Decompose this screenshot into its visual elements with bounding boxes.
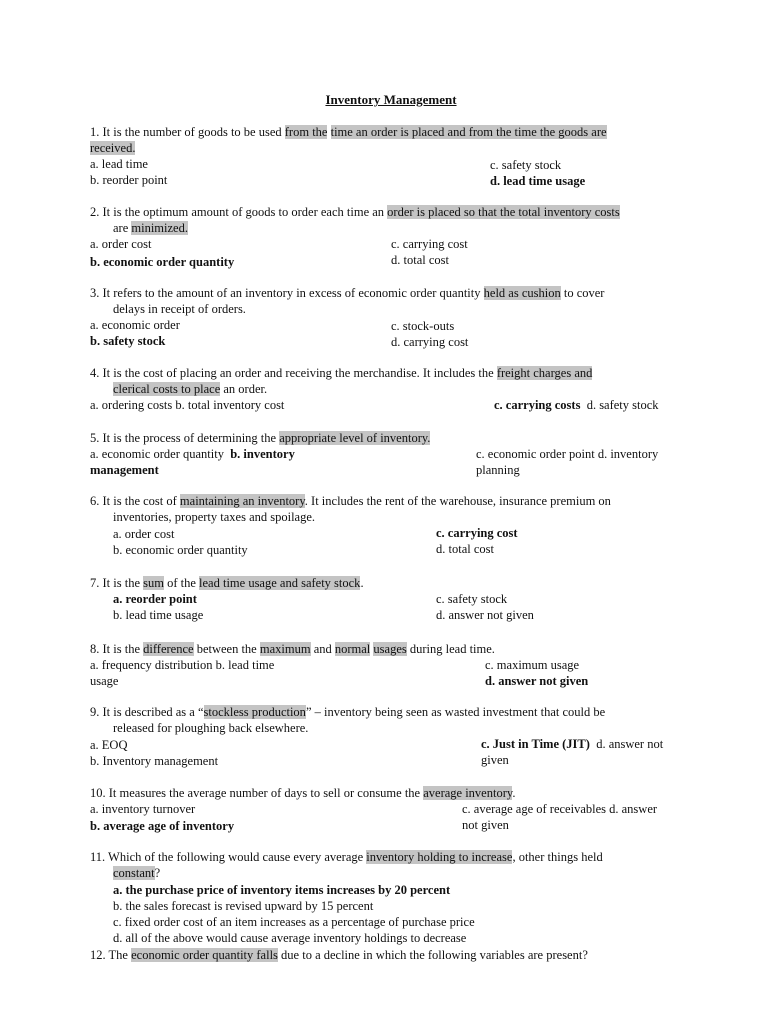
question-stem: 8. It is the difference between the maximum and normal usages during lead time.: [90, 642, 495, 656]
option-d: d. total cost: [436, 542, 494, 556]
option-c: c. carrying cost: [391, 237, 468, 251]
question-stem: 12. The economic order quantity falls due to a decline in which the following variables are present?: [90, 948, 588, 962]
question-8: [90, 641, 670, 689]
option-a: a. economic order: [90, 318, 180, 332]
question-stem: 3. It refers to the amount of an inventory in excess of economic order quantity held as cushion to cover delays in receipt of orders.: [90, 286, 605, 316]
option-c-answer: c. carrying cost: [436, 526, 518, 540]
option-b-answer-cont: management: [90, 463, 159, 477]
option-c: c. fixed order cost of an item increases as a percentage of purchase price: [113, 915, 475, 929]
option-b-answer: b. average age of inventory: [90, 819, 235, 833]
question-2: [90, 204, 670, 268]
question-6: [90, 493, 670, 557]
option-c: c. stock-outs: [391, 319, 455, 333]
option-a: a. order cost: [90, 237, 152, 251]
question-11: [90, 849, 670, 946]
question-stem: 6. It is the cost of maintaining an inventory. It includes the rent of the warehouse, insurance premium on inventories, property taxes and spoilage.: [90, 494, 611, 524]
option-d: d. answer not given: [436, 608, 534, 622]
option-d: d. all of the above would cause average inventory holdings to decrease: [113, 931, 467, 945]
option-b: b. economic order quantity: [113, 543, 248, 557]
option-b: b. lead time usage: [113, 608, 204, 622]
option-c-answer: c. Just in Time (JIT): [481, 737, 590, 751]
question-9: [90, 704, 670, 768]
option-b-answer: b. safety stock: [90, 334, 166, 348]
options-c-d: c. economic order point d. inventory: [476, 447, 659, 461]
option-d-answer: d. answer not given: [485, 674, 589, 688]
question-5: [90, 430, 670, 478]
question-4: [90, 365, 670, 413]
question-stem: 9. It is described as a “stockless production” – inventory being seen as wasted investment that could be released for ploughing back elsewhere.: [90, 705, 606, 735]
option-a: a. lead time: [90, 157, 148, 171]
option-b: b. Inventory management: [90, 754, 219, 768]
question-stem: 5. It is the process of determining the appropriate level of inventory.: [90, 431, 431, 445]
question-stem: 10. It measures the average number of days to sell or consume the average inventory.: [90, 786, 516, 800]
question-7: [90, 575, 670, 623]
option-c-answer: c. carrying costs: [494, 398, 581, 412]
question-12: [90, 947, 670, 963]
option-c: c. maximum usage: [485, 658, 580, 672]
option-a: a. order cost: [113, 527, 175, 541]
option-d: d. carrying cost: [391, 335, 469, 349]
question-stem: 4. It is the cost of placing an order and receiving the merchandise. It includes the freight charges and clerical costs to place an order.: [90, 366, 593, 396]
page-title: Inventory Management: [325, 92, 457, 107]
option-a: a. economic order quantity: [90, 447, 231, 461]
question-stem: 1. It is the number of goods to be used from the time an order is placed and from the time the goods are received.: [90, 125, 607, 155]
option-b: b. reorder point: [90, 173, 168, 187]
question-1: [90, 124, 670, 188]
option-d: d. total cost: [391, 253, 449, 267]
option-d: d. answer not: [589, 737, 664, 751]
question-stem: 11. Which of the following would cause every average inventory holding to increase, other things held constant?: [90, 850, 603, 880]
options-a-b-cont: usage: [90, 674, 119, 688]
option-c: c. safety stock: [436, 592, 508, 606]
question-stem: 2. It is the optimum amount of goods to order each time an order is placed so that the total inventory costs are minimized.: [90, 205, 620, 235]
option-a-answer: a. the purchase price of inventory items increases by 20 percent: [113, 883, 451, 897]
question-3: [90, 285, 670, 349]
option-d-answer: d. lead time usage: [490, 174, 586, 188]
option-b: b. the sales forecast is revised upward by 15 percent: [113, 899, 374, 913]
option-d-cont: given: [481, 753, 509, 767]
option-a: a. EOQ: [90, 738, 128, 752]
question-stem: 7. It is the sum of the lead time usage and safety stock.: [90, 576, 364, 590]
option-d: d. safety stock: [580, 398, 659, 412]
option-a: a. inventory turnover: [90, 802, 196, 816]
option-b-answer: b. economic order quantity: [90, 255, 235, 269]
options-a-b: a. ordering costs b. total inventory cost: [90, 398, 285, 412]
question-10: [90, 785, 670, 833]
option-c: c. safety stock: [490, 158, 562, 172]
option-b-answer: b. inventory: [230, 447, 295, 461]
options-c-d-cont: not given: [462, 818, 509, 832]
options-c-d-cont: planning: [476, 463, 520, 477]
option-a-answer: a. reorder point: [113, 592, 197, 606]
options-a-b: a. frequency distribution b. lead time: [90, 658, 275, 672]
options-c-d: c. average age of receivables d. answer: [462, 802, 658, 816]
